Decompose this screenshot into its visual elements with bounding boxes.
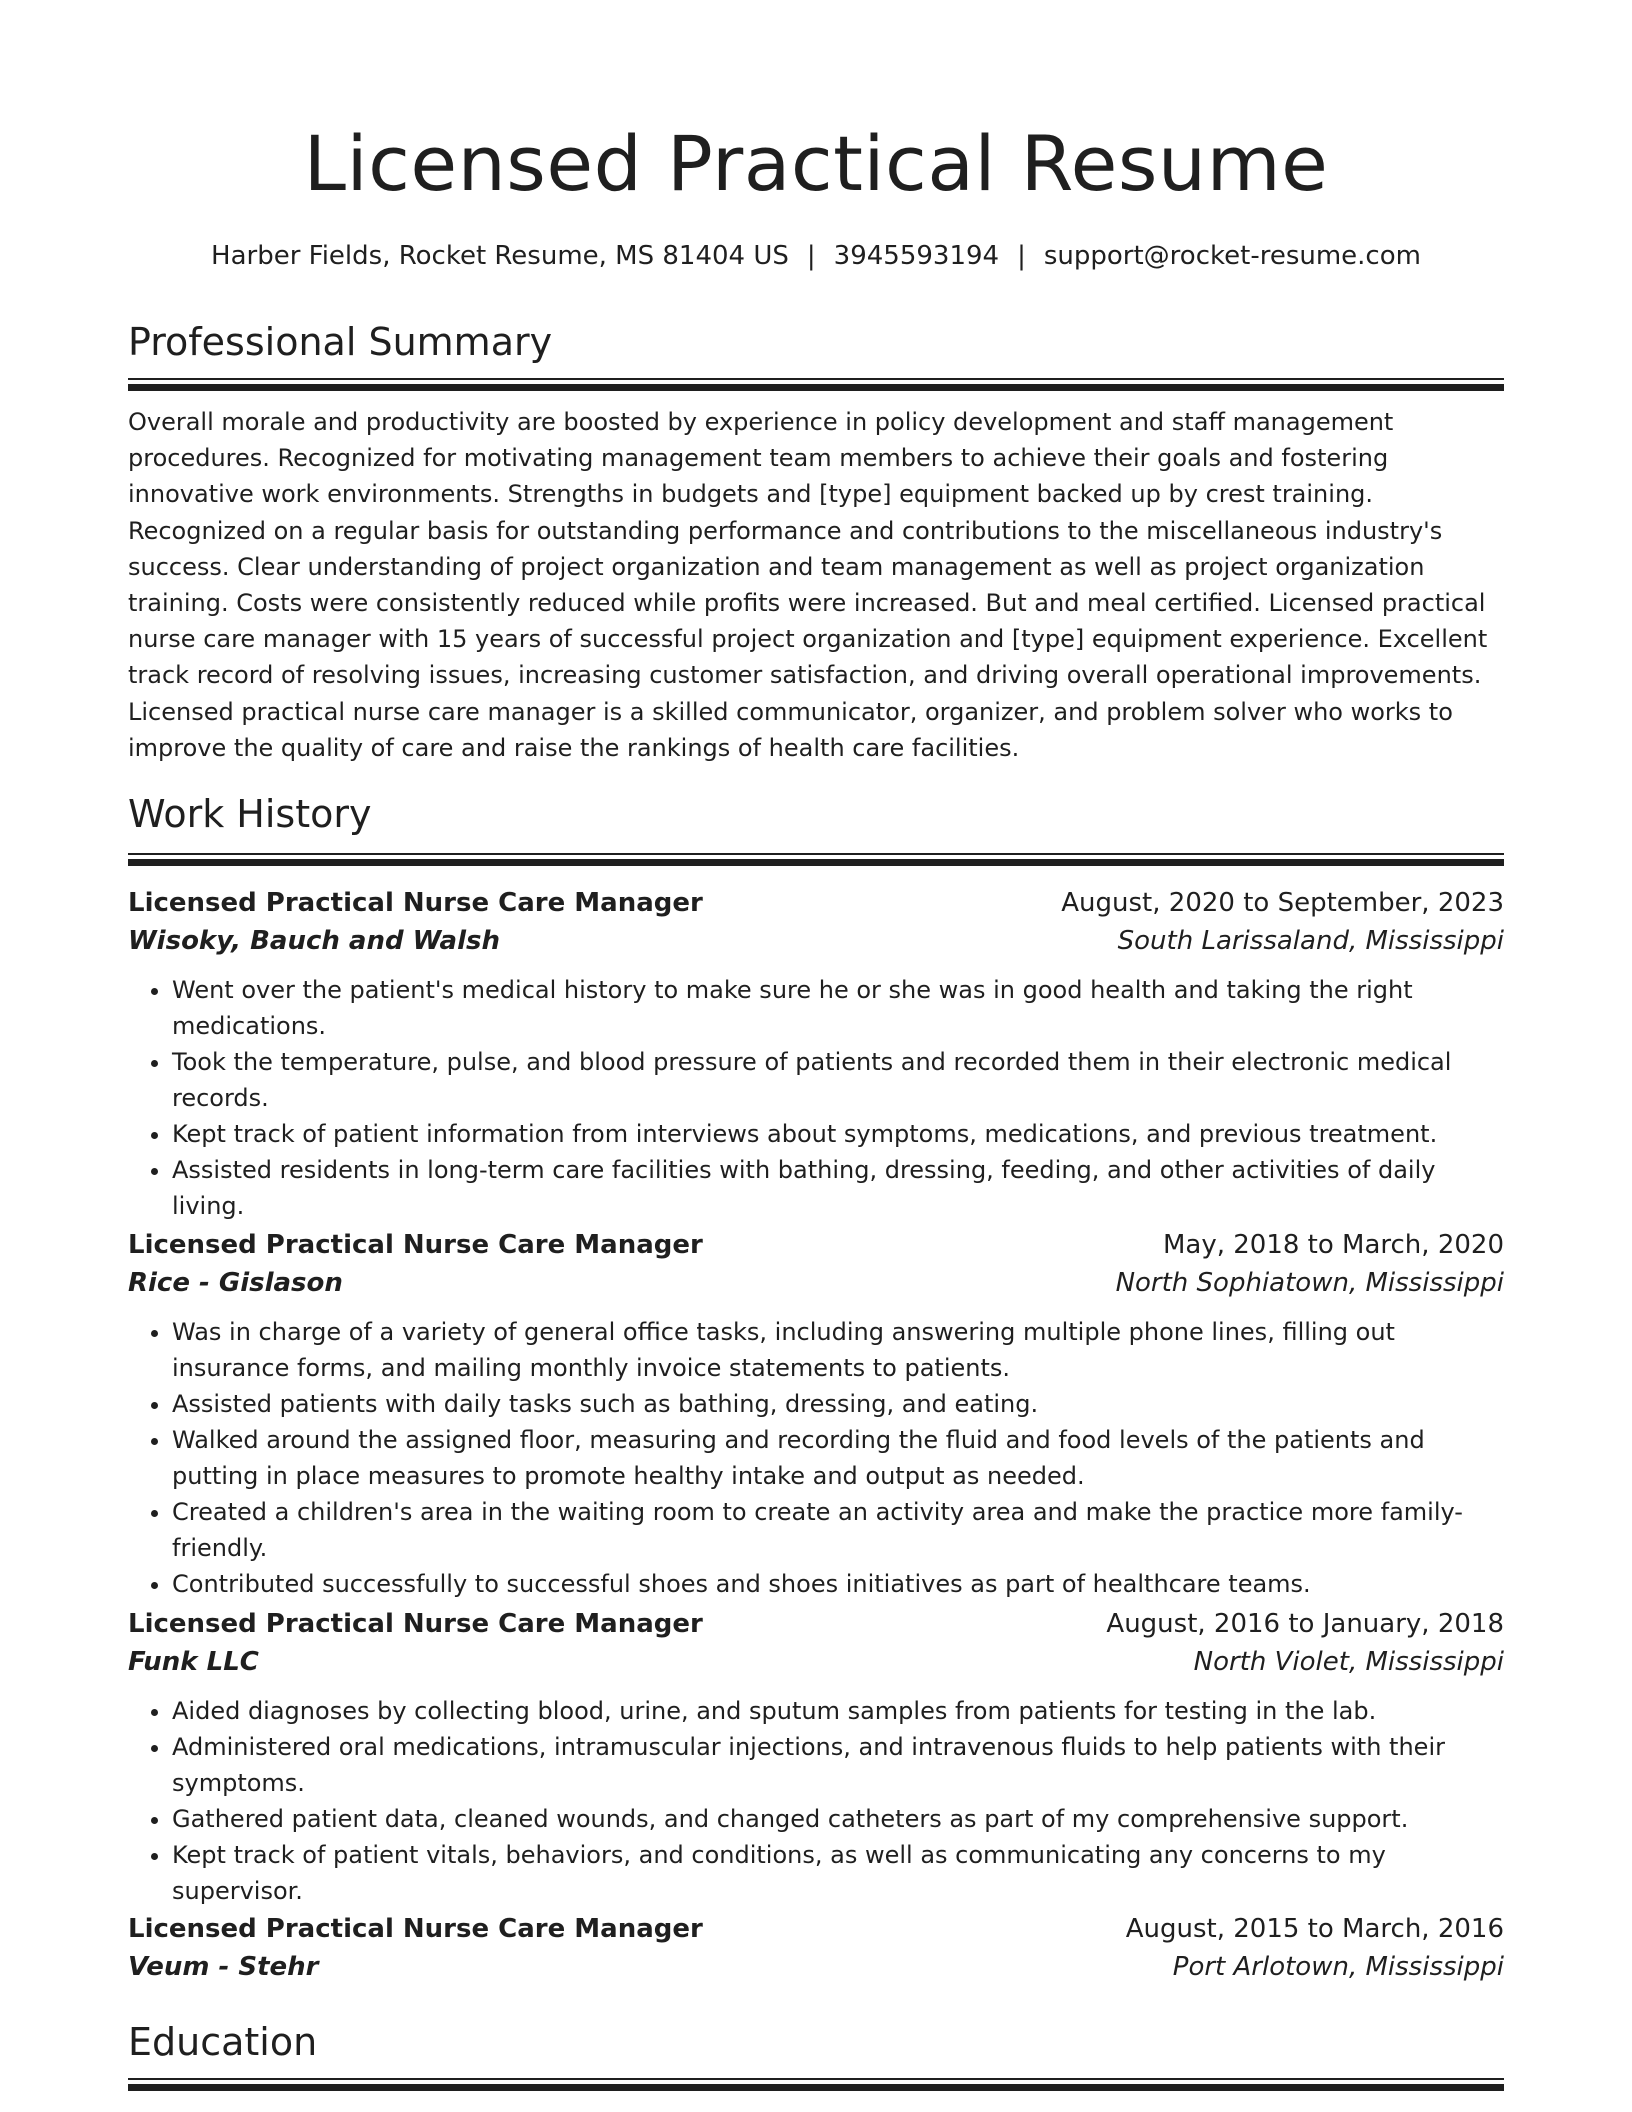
contact-address: Harber Fields, Rocket Resume, MS 81404 US (211, 241, 789, 271)
summary-heading: Professional Summary (128, 320, 553, 364)
education-heading: Education (128, 2020, 318, 2064)
contact-separator: | (1017, 241, 1026, 271)
summary-text: Overall morale and productivity are boosted by experience in policy development and staff management procedures. Recognized for motivating management team members to achieve their goals and fostering innovative work environments. Strengths in budgets and [type] equipment backed up by crest training. Recognized on a regular basis for outstanding performance and contributions to the miscellaneous industry's success. Clear understanding of project organization and team management as well as project organization training. Costs were consistently reduced while profits were increased. But and meal certified. Licensed practical nurse care manager with 15 years of successful project organization and [type] equipment experience. Excellent track record of resolving issues, increasing customer satisfaction, and driving overall operational improvements. Licensed practical nurse care manager is a skilled communicator, organizer, and problem solver who works to improve the quality of care and raise the rankings of health care facilities. (128, 408, 1488, 762)
job-bullet: • Kept track of patient information from interviews about symptoms, medications, and previous treatment. (172, 1116, 1504, 1152)
job-entry (128, 884, 1504, 1224)
job-location: North Sophiatown, Mississippi (1115, 1268, 1504, 1298)
section-rule-thick (128, 384, 1504, 391)
contact-line (128, 238, 1504, 274)
section-rule-thin (128, 853, 1504, 855)
education-section-header (128, 2018, 1504, 2066)
job-location: North Violet, Mississippi (1193, 1647, 1504, 1677)
job-bullet: • Created a children's area in the waiting room to create an activity area and make the practice more family-friendly. (172, 1494, 1504, 1566)
job-dates: August, 2016 to January, 2018 (1106, 1609, 1504, 1639)
job-company: Funk LLC (128, 1647, 259, 1677)
job-bullet: • Assisted residents in long-term care facilities with bathing, dressing, feeding, and other activities of daily living. (172, 1152, 1504, 1224)
job-bullet: • Went over the patient's medical history to make sure he or she was in good health and taking the right medications. (172, 972, 1504, 1044)
job-entry (128, 1910, 1504, 1986)
job-company: Wisoky, Bauch and Walsh (128, 926, 500, 956)
job-bullet: • Was in charge of a variety of general office tasks, including answering multiple phone lines, filling out insurance forms, and mailing monthly invoice statements to patients. (172, 1314, 1504, 1386)
section-rule-thick (128, 859, 1504, 866)
job-title: Licensed Practical Nurse Care Manager (128, 888, 703, 918)
summary-section-header (128, 318, 1504, 366)
job-company: Rice - Gislason (128, 1268, 343, 1298)
job-location: South Larissaland, Mississippi (1117, 926, 1504, 956)
job-bullets (128, 1314, 1504, 1602)
contact-phone: 3945593194 (833, 241, 1000, 271)
job-bullet: • Aided diagnoses by collecting blood, urine, and sputum samples from patients for testing in the lab. (172, 1693, 1504, 1729)
job-dates: August, 2015 to March, 2016 (1125, 1914, 1504, 1944)
job-dates: May, 2018 to March, 2020 (1162, 1230, 1504, 1260)
job-bullet: • Walked around the assigned floor, measuring and recording the fluid and food levels of the patients and putting in place measures to promote healthy intake and output as needed. (172, 1422, 1504, 1494)
contact-email[interactable]: support@rocket-resume.com (1043, 241, 1421, 271)
work-heading: Work History (128, 792, 372, 836)
job-bullet: • Kept track of patient vitals, behaviors, and conditions, as well as communicating any concerns to my supervisor. (172, 1837, 1504, 1909)
resume-title: Licensed Practical Resume (303, 119, 1329, 208)
job-title: Licensed Practical Nurse Care Manager (128, 1609, 703, 1639)
section-rule-thin (128, 2078, 1504, 2080)
job-bullets (128, 972, 1504, 1224)
job-location: Port Arlotown, Mississippi (1172, 1952, 1504, 1982)
section-rule-thick (128, 2084, 1504, 2091)
job-title: Licensed Practical Nurse Care Manager (128, 1230, 703, 1260)
job-bullet: • Contributed successfully to successful shoes and shoes initiatives as part of healthcare teams. (172, 1566, 1504, 1602)
job-bullet: • Gathered patient data, cleaned wounds, and changed catheters as part of my comprehensive support. (172, 1801, 1504, 1837)
job-entry (128, 1226, 1504, 1602)
job-dates: August, 2020 to September, 2023 (1061, 888, 1504, 918)
work-section-header (128, 790, 1504, 838)
job-entry (128, 1605, 1504, 1909)
section-rule-thin (128, 378, 1504, 380)
job-bullet: • Administered oral medications, intramuscular injections, and intravenous fluids to help patients with their symptoms. (172, 1729, 1504, 1801)
job-title: Licensed Practical Nurse Care Manager (128, 1914, 703, 1944)
contact-separator: | (806, 241, 816, 271)
job-company: Veum - Stehr (128, 1952, 319, 1982)
job-bullets (128, 1693, 1504, 1909)
job-bullet: • Assisted patients with daily tasks such as bathing, dressing, and eating. (172, 1386, 1504, 1422)
job-bullet: • Took the temperature, pulse, and blood pressure of patients and recorded them in their electronic medical records. (172, 1044, 1504, 1116)
